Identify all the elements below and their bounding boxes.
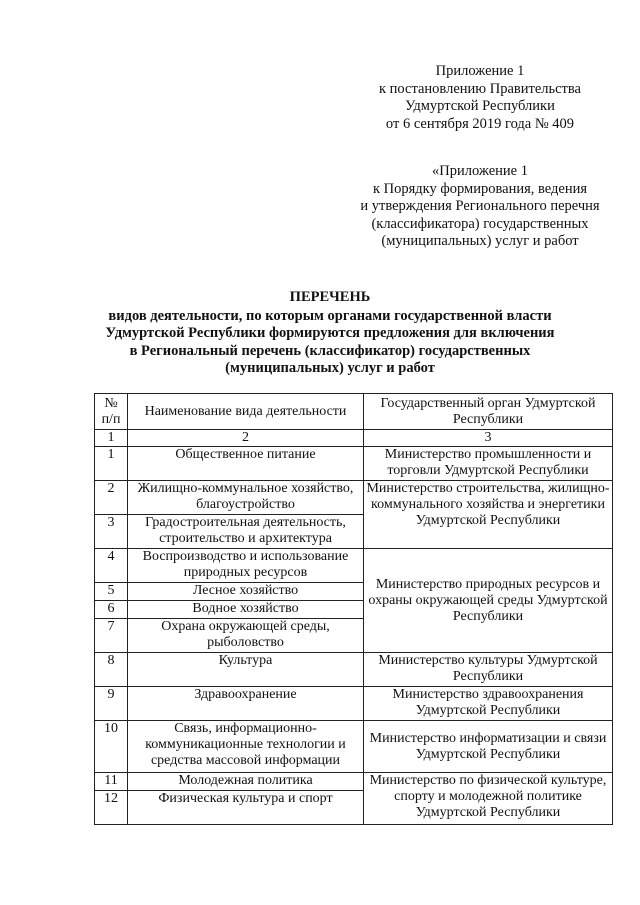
header-num-a: №: [104, 395, 118, 411]
table-row: [95, 653, 613, 687]
activities-table: [94, 393, 613, 825]
row-activity: Воспроизводство и использование природных ресурсов: [128, 549, 364, 583]
row-activity: Водное хозяйство: [128, 601, 364, 619]
row-activity: Градостроительная деятельность, строительство и архитектура: [128, 515, 364, 549]
title-heading: ПЕРЕЧЕНЬ: [289, 289, 371, 305]
row-num: 12: [95, 791, 128, 825]
row-num: 9: [95, 687, 128, 721]
row-authority: Министерство здравоохранения Удмуртской Республики: [364, 687, 613, 721]
row-num: 11: [95, 773, 128, 791]
annex-line: к Порядку формирования, ведения: [372, 180, 588, 197]
appendix-line: Удмуртской Республики: [405, 98, 555, 114]
table-row: [95, 447, 613, 481]
annex-line: (муниципальных) услуг и работ: [381, 233, 579, 249]
annex-header: [330, 163, 630, 251]
row-num: 3: [95, 515, 128, 549]
row-authority: Министерство промышленности и торговли Удмуртской Республики: [364, 447, 613, 481]
col-number: 3: [364, 430, 613, 447]
row-authority: Министерство по физической культуре, спорту и молодежной политике Удмуртской Республики: [364, 773, 613, 825]
appendix-line: Приложение 1: [435, 63, 525, 79]
row-num: 2: [95, 481, 128, 515]
row-authority: Министерство информатизации и связи Удмуртской Республики: [364, 721, 613, 773]
col-number: 1: [95, 430, 128, 447]
appendix-header: [330, 63, 630, 133]
annex-line: «Приложение 1: [432, 163, 528, 179]
header-num-b: п/п: [101, 411, 121, 427]
row-activity: Культура: [128, 653, 364, 687]
document-title: [40, 289, 620, 378]
row-authority: Министерство строительства, жилищно-коммунального хозяйства и энергетики Удмуртской Республики: [364, 481, 613, 549]
header-authority: Государственный орган Удмуртской Республики: [364, 394, 613, 430]
row-activity: Общественное питание: [128, 447, 364, 481]
table-row: [95, 687, 613, 721]
annex-line: и утверждения Регионального перечня: [360, 198, 600, 214]
row-authority: Министерство природных ресурсов и охраны окружающей среды Удмуртской Республики: [364, 549, 613, 653]
row-num: 8: [95, 653, 128, 687]
row-activity: Физическая культура и спорт: [128, 791, 364, 825]
col-number: 2: [128, 430, 364, 447]
row-activity: Жилищно-коммунальное хозяйство, благоустройство: [128, 481, 364, 515]
table-row: [95, 721, 613, 773]
row-activity: Связь, информационно-коммуникационные технологии и средства массовой информации: [128, 721, 364, 773]
row-activity: Здравоохранение: [128, 687, 364, 721]
header-row: [95, 394, 613, 430]
row-activity: Охрана окружающей среды, рыболовство: [128, 619, 364, 653]
row-num: 10: [95, 721, 128, 773]
header-num: [95, 394, 128, 430]
table-row: [95, 481, 613, 515]
row-num: 4: [95, 549, 128, 583]
row-activity: Лесное хозяйство: [128, 583, 364, 601]
row-authority: Министерство культуры Удмуртской Республики: [364, 653, 613, 687]
title-line: в Региональный перечень (классификатор) государственных: [129, 342, 531, 359]
row-num: 1: [95, 447, 128, 481]
appendix-line: от 6 сентября 2019 года № 409: [385, 115, 575, 132]
annex-line: (классификатора) государственных: [371, 215, 589, 232]
column-number-row: [95, 430, 613, 447]
table-row: [95, 773, 613, 791]
title-line: (муниципальных) услуг и работ: [225, 360, 435, 376]
row-activity: Молодежная политика: [128, 773, 364, 791]
title-line: видов деятельности, по которым органами государственной власти: [108, 307, 552, 324]
row-num: 6: [95, 601, 128, 619]
header-activity: Наименование вида деятельности: [128, 394, 364, 430]
appendix-line: к постановлению Правительства: [379, 80, 581, 97]
row-num: 7: [95, 619, 128, 653]
row-num: 5: [95, 583, 128, 601]
table-row: [95, 549, 613, 583]
title-line: Удмуртской Республики формируются предложения для включения: [105, 325, 555, 341]
